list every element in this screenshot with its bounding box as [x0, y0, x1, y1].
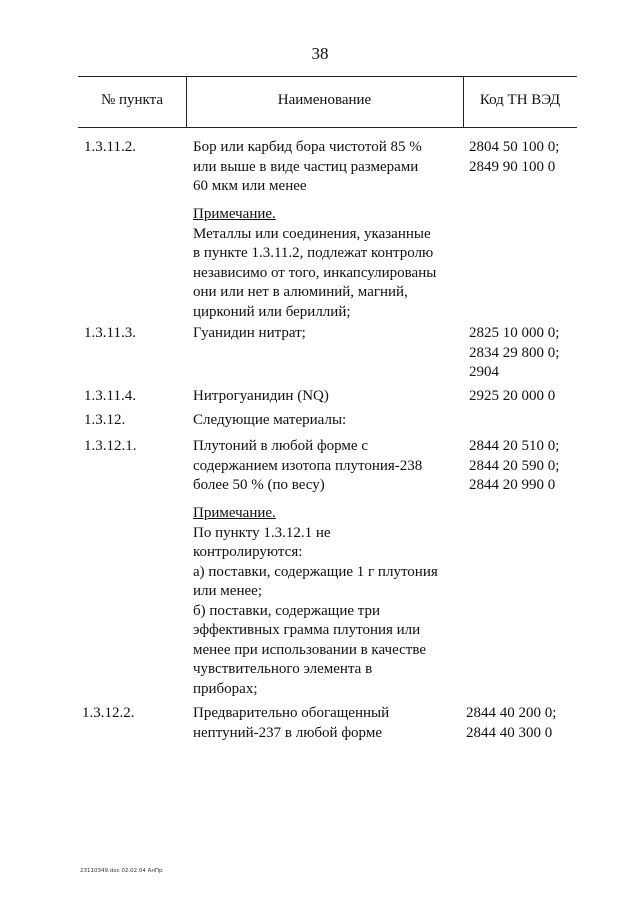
row-name: [193, 437, 422, 496]
header-name: Наименование: [277, 92, 372, 108]
name-line: Бор или карбид бора чистотой 85 %: [193, 139, 422, 155]
code-line: 2834 29 800 0;: [469, 344, 560, 361]
row-item-no: 1.3.11.4.: [84, 388, 136, 404]
note-line: По пункту 1.3.12.1 не: [193, 524, 331, 541]
name-line: более 50 % (по весу): [193, 477, 325, 493]
row-code: [466, 704, 556, 743]
row-name: [193, 411, 346, 431]
row-name: [193, 704, 389, 743]
name-line: или выше в виде частиц размерами: [193, 158, 419, 175]
row-item-no: 1.3.12.1.: [84, 438, 137, 454]
name-line: Предварительно обогащенный: [193, 705, 390, 721]
code-line: 2825 10 000 0;: [469, 325, 560, 341]
code-line: 2844 40 200 0;: [466, 705, 557, 721]
code-line: 2844 20 590 0;: [469, 457, 560, 474]
code-line: 2844 20 990 0: [469, 477, 556, 493]
row-item-no: 1.3.12.2.: [82, 705, 135, 721]
note-line: или менее;: [193, 583, 262, 599]
note-title: Примечание.: [193, 206, 276, 222]
note-line: менее при использовании в качестве: [193, 641, 426, 658]
page-number: 38: [311, 44, 329, 63]
row-code: [469, 324, 559, 383]
note-line: приборах;: [193, 680, 258, 697]
row-name: [193, 138, 422, 197]
note-line: они или нет в алюминий, магний,: [193, 284, 408, 300]
note-line: эффективных грамма плутония или: [193, 622, 421, 638]
table-header-bottom-border: [78, 127, 577, 128]
row-code: [469, 138, 559, 177]
note-line: цирконий или бериллий;: [193, 303, 351, 320]
note-line: Металлы или соединения, указанные: [193, 225, 431, 242]
code-line: 2904: [469, 364, 499, 380]
name-line: нептуний-237 в любой форме: [193, 724, 382, 741]
note-line: а) поставки, содержащие 1 г плутония: [193, 563, 438, 580]
code-line: 2925 20 000 0: [469, 388, 556, 404]
name-line: Следующие материалы:: [193, 412, 347, 428]
row-code: [469, 437, 559, 496]
name-line: содержанием изотопа плутония-238: [193, 457, 423, 474]
footer-file-reference: 23110349.doc 02.02.04 АлПр: [80, 868, 163, 874]
note-line: чувствительного элемента в: [193, 661, 373, 677]
note-line: в пункте 1.3.11.2, подлежат контролю: [193, 245, 434, 261]
row-code: [469, 387, 555, 407]
row-item-no: 1.3.11.2.: [84, 139, 136, 155]
table-header-top-border: [78, 76, 577, 77]
code-line: 2804 50 100 0;: [469, 139, 560, 155]
row-item-no: 1.3.11.3.: [84, 325, 136, 341]
name-line: Плутоний в любой форме с: [193, 438, 368, 454]
name-line: 60 мкм или менее: [193, 178, 307, 194]
header-code: Код ТН ВЭД: [479, 92, 561, 108]
code-line: 2844 20 510 0;: [469, 438, 560, 454]
row-name: [193, 324, 306, 344]
note-title: Примечание.: [193, 505, 276, 521]
row-name: [193, 387, 329, 407]
note-line: независимо от того, инкапсулированы: [193, 264, 437, 281]
row-item-no: 1.3.12.: [84, 412, 126, 428]
note-line: контролируются:: [193, 544, 303, 560]
note-line: б) поставки, содержащие три: [193, 602, 381, 619]
name-line: Гуанидин нитрат;: [193, 325, 306, 341]
code-line: 2849 90 100 0: [469, 158, 556, 175]
name-line: Нитрогуанидин (NQ): [193, 388, 329, 404]
note: [193, 205, 436, 322]
note: [193, 504, 438, 699]
code-line: 2844 40 300 0: [466, 724, 553, 741]
header-item-no: № пункта: [100, 92, 164, 108]
